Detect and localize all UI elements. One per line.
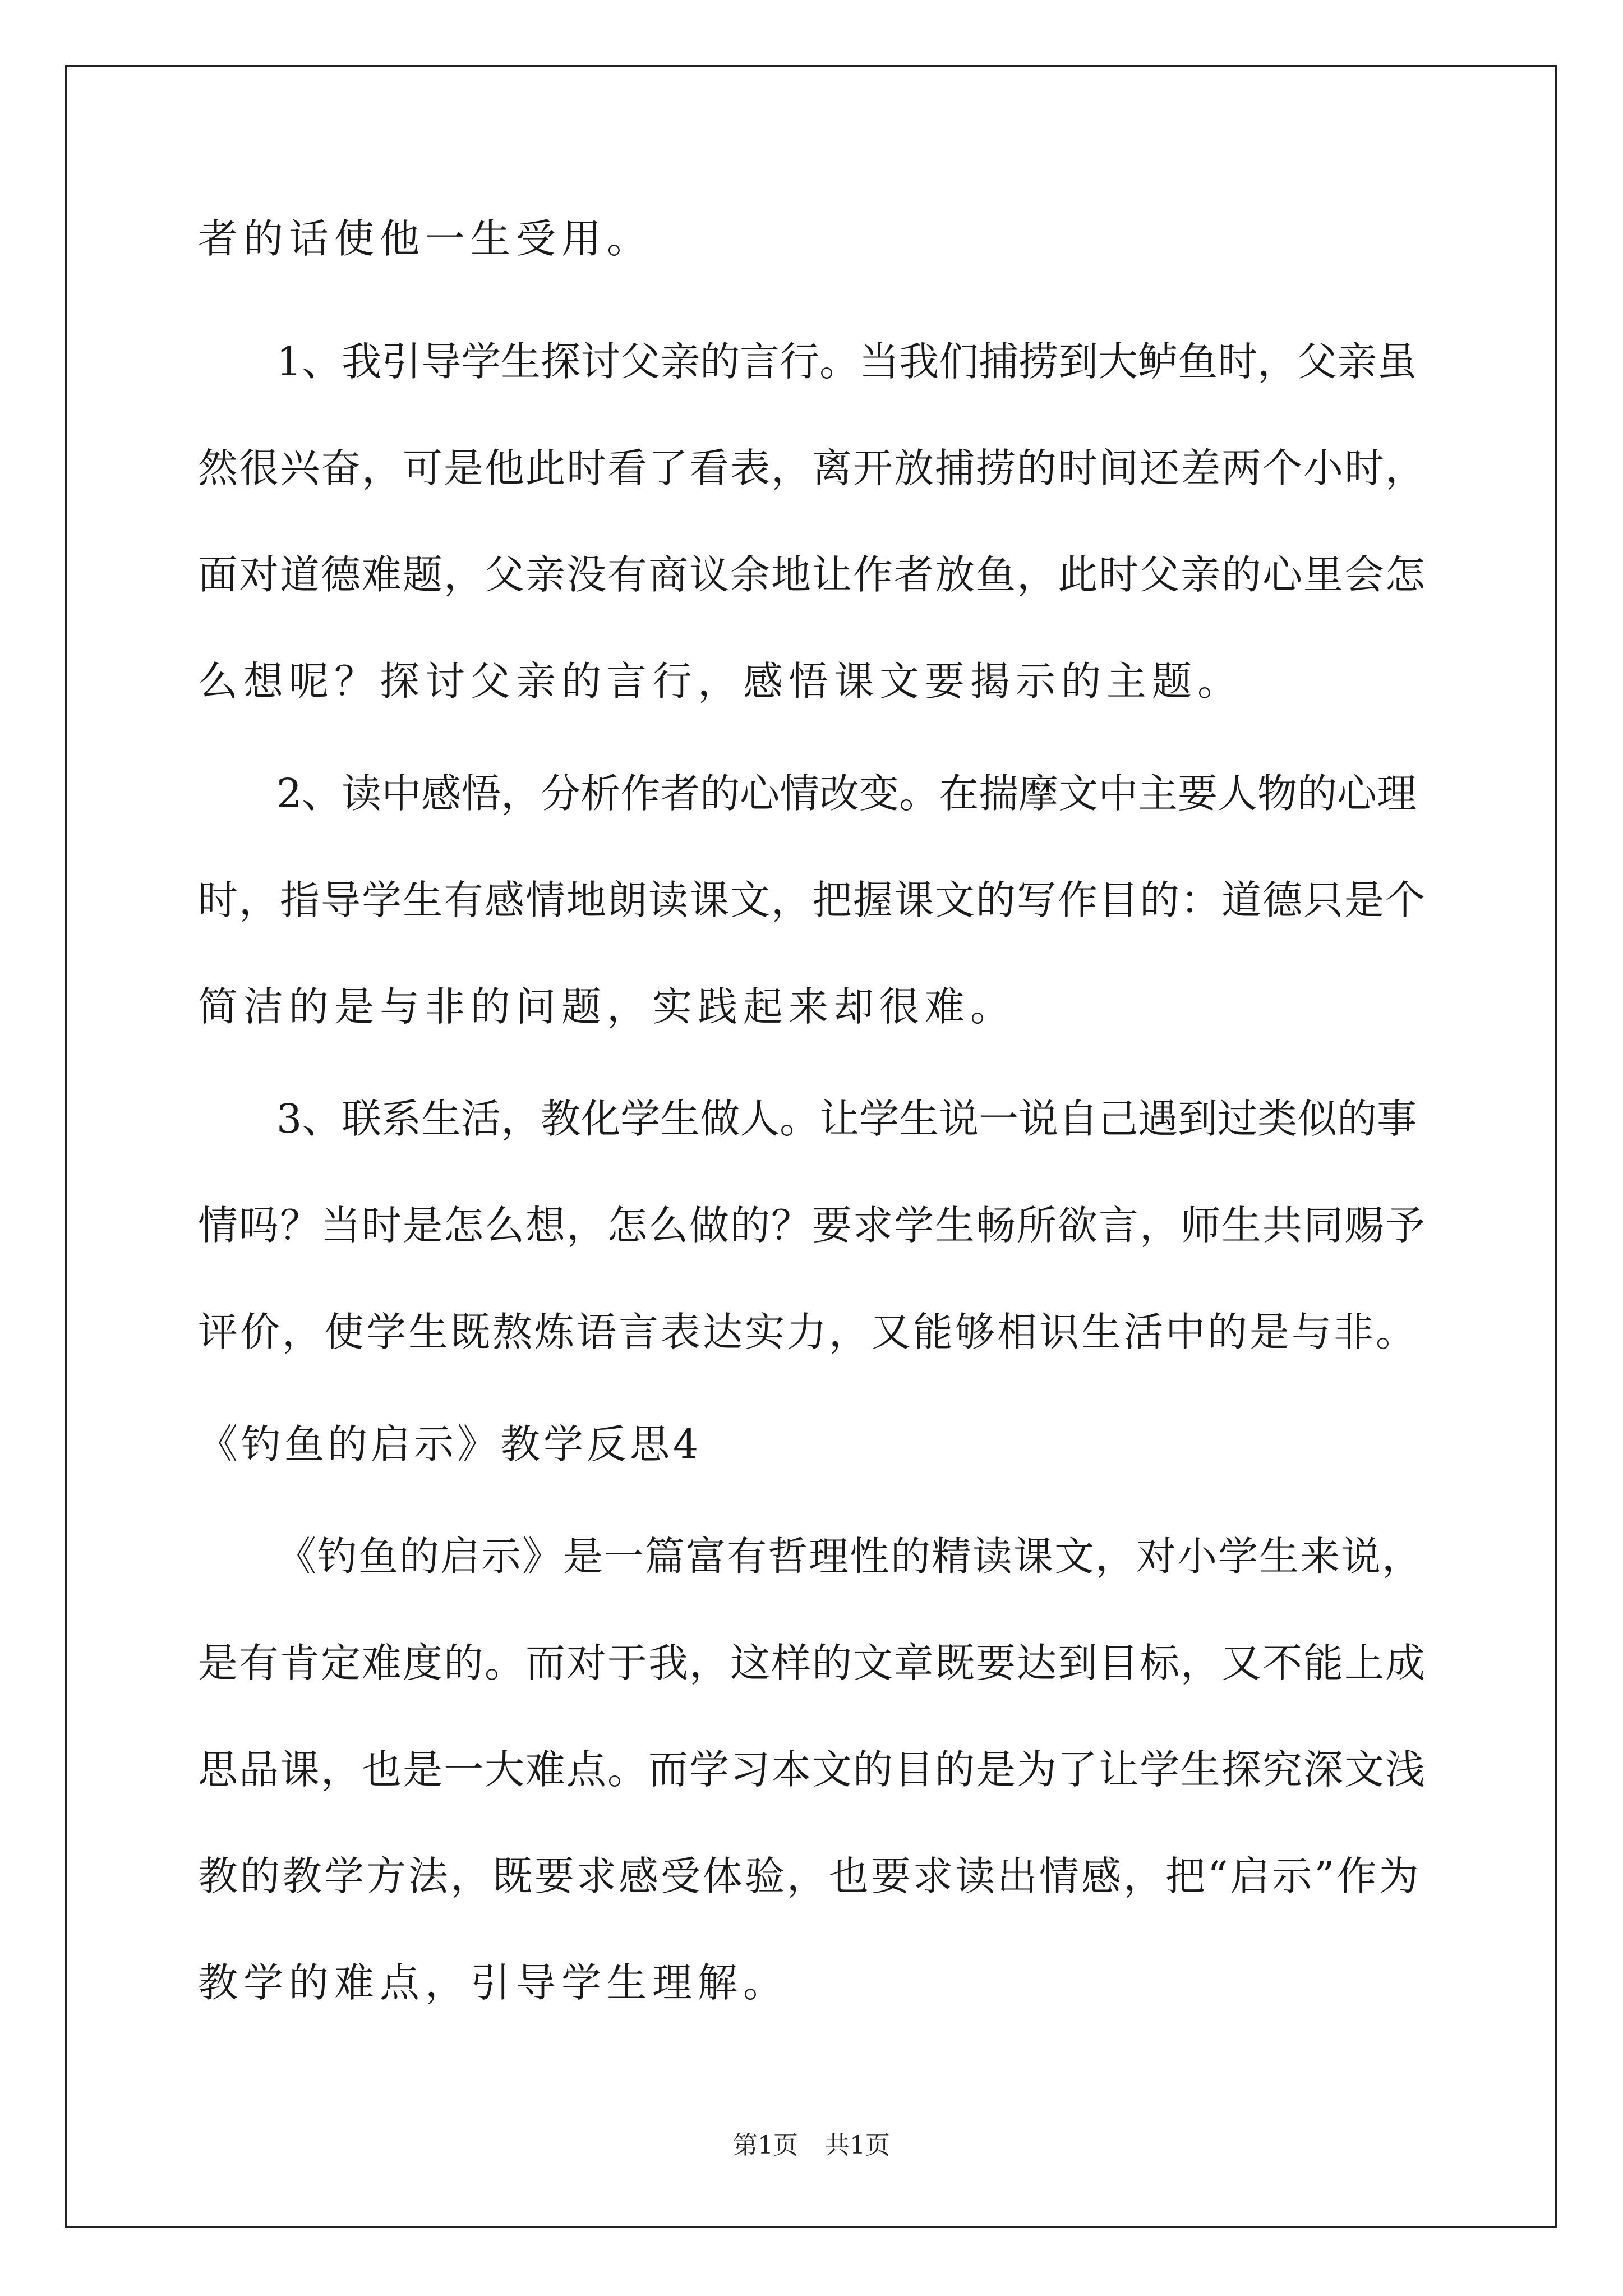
page-border <box>65 65 1557 2228</box>
paragraph-first-line: 1、我引导学生探讨父亲的言行。当我们捕捞到大鲈鱼时，父亲虽 <box>276 338 1417 385</box>
paragraph-first-line: 3、联系生活，教化学生做人。让学生说一说自己遇到过类似的事 <box>276 1096 1417 1142</box>
text-line: 简洁的是与非的问题，实践起来却很难。 <box>198 983 1016 1030</box>
paragraph-first-line: 《钓鱼的启示》是一篇富有哲理性的精读课文，对小学生来说， <box>276 1533 1423 1580</box>
text-line: 是有肯定难度的。而对于我，这样的文章既要达到目标，又不能上成 <box>198 1640 1427 1686</box>
text-line: 教的教学方法，既要求感受体验，也要求读出情感，把“启示”作为 <box>198 1853 1421 1899</box>
text-line: 么想呢？探讨父亲的言行，感悟课文要揭示的主题。 <box>198 658 1243 705</box>
text-line: 教学的难点，引导学生理解。 <box>198 1959 789 2006</box>
text-line: 面对道德难题，父亲没有商议余地让作者放鱼，此时父亲的心里会怎 <box>198 551 1427 598</box>
section-heading: 《钓鱼的启示》教学反思4 <box>198 1421 702 1467</box>
text-line: 者的话使他一生受用。 <box>198 215 653 262</box>
text-line: 然很兴奋，可是他此时看了看表，离开放捕捞的时间还差两个小时， <box>198 445 1427 491</box>
page-number: 第1页 <box>733 2131 798 2160</box>
page-footer <box>0 2125 1623 2161</box>
page-total: 共1页 <box>825 2131 890 2160</box>
text-line: 情吗？当时是怎么想，怎么做的？要求学生畅所欲言，师生共同赐予 <box>198 1202 1427 1249</box>
paragraph-first-line: 2、读中感悟，分析作者的心情改变。在揣摩文中主要人物的心理 <box>276 770 1417 817</box>
text-line: 时，指导学生有感情地朗读课文，把握课文的写作目的：道德只是个 <box>198 877 1427 923</box>
text-line: 评价，使学生既熬炼语言表达实力，又能够相识生活中的是与非。 <box>198 1309 1418 1355</box>
text-line: 思品课，也是一大难点。而学习本文的目的是为了让学生探究深文浅 <box>198 1746 1427 1793</box>
